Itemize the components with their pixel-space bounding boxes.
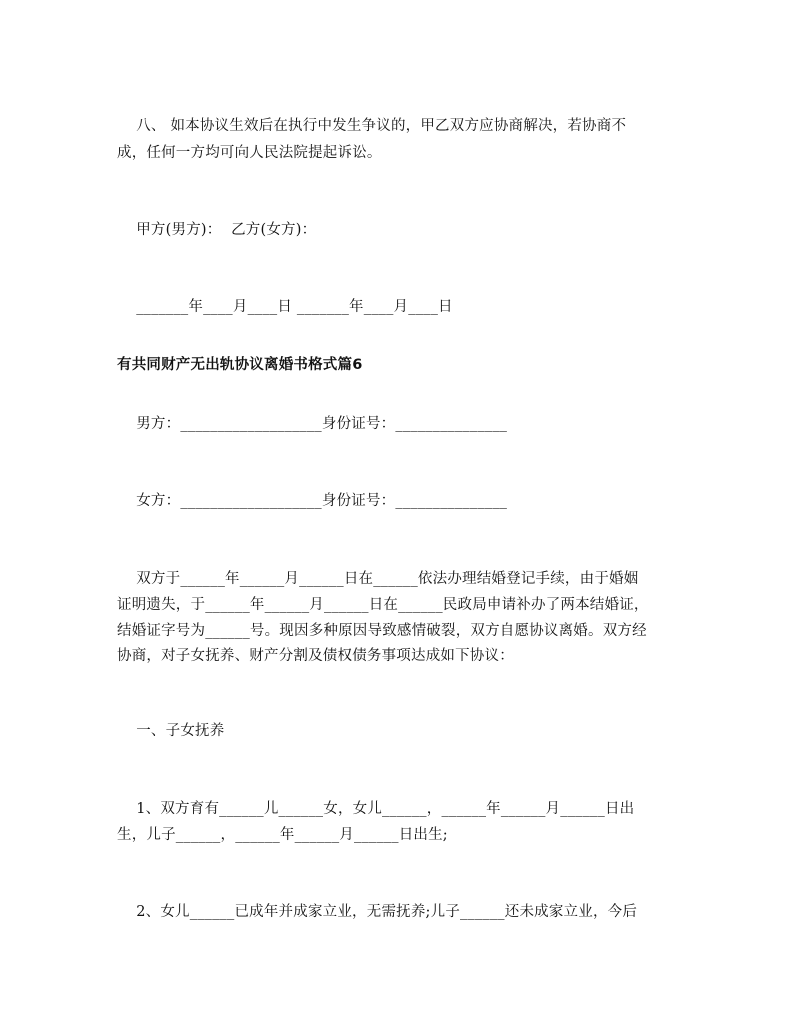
article-8-line-2: 成，任何一方均可向人民法院提起诉讼。	[117, 145, 382, 161]
paragraph-line-2: 证明遗失，于______年______月______日在______民政局申请补办了两本结婚证，	[117, 597, 649, 613]
child-clause-1-line-1: 1、双方育有______儿______女，女儿______，______年______月______日出	[117, 801, 635, 817]
child-clause-1-line-2: 生，儿子______，______年______月______日出生;	[117, 827, 448, 843]
child-clause-2-line-1: 2、女儿______已成年并成家立业，无需抚养;儿子______还未成家立业，今后	[117, 904, 638, 920]
paragraph-line-3: 结婚证字号为______号。现因多种原因导致感情破裂，双方自愿协议离婚。双方经	[117, 623, 647, 639]
male-party-id-line: 男方：___________________身份证号：_______________	[117, 416, 508, 432]
signature-dates: _______年____月____日 _______年____月____日	[117, 299, 453, 315]
child-custody-heading: 一、子女抚养	[117, 723, 225, 739]
signature-parties: 甲方(男方)： 乙方(女方)：	[117, 222, 317, 238]
paragraph-line-1: 双方于______年______月______日在______依法办理结婚登记手续，由于婚姻	[117, 571, 639, 587]
female-party-id-line: 女方：___________________身份证号：_______________	[117, 493, 508, 509]
section-title: 有共同财产无出轨协议离婚书格式篇6	[117, 357, 363, 373]
article-8-line-1: 八、 如本协议生效后在执行中发生争议的，甲乙双方应协商解决，若协商不	[117, 118, 627, 134]
paragraph-line-4: 协商，对子女抚养、财产分割及债权债务事项达成如下协议：	[117, 648, 514, 664]
